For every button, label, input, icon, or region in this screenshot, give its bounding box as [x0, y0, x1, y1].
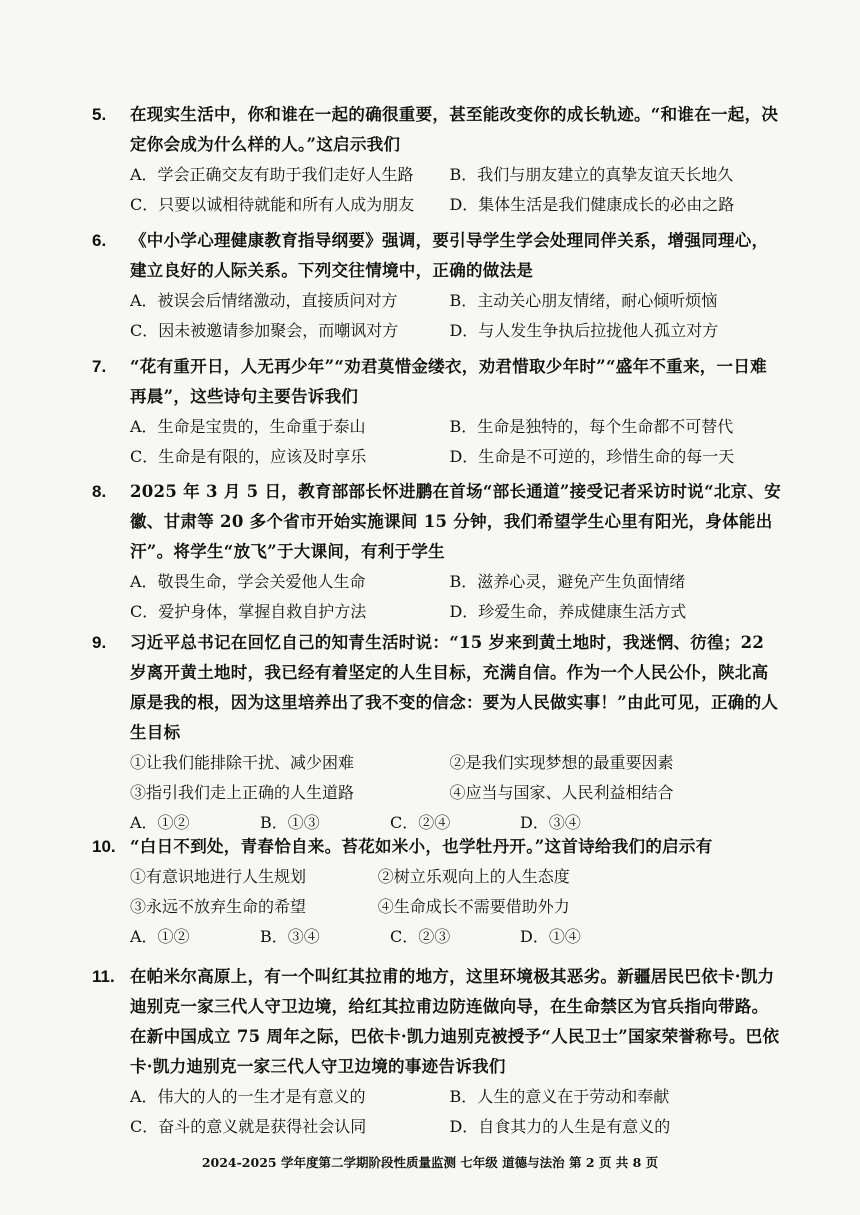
- items-row: [130, 892, 782, 922]
- statement-2: ②是我们实现梦想的最重要因素: [449, 753, 674, 772]
- statement-4: ④生命成长不需要借助外力: [377, 897, 570, 916]
- statement-4: ④应当与国家、人民利益相结合: [449, 783, 674, 802]
- question-number: 5.: [92, 105, 107, 124]
- question-number: 10.: [92, 837, 116, 856]
- option-c: C．生命是有限的，应该及时享乐: [130, 447, 367, 466]
- question-5: [92, 100, 782, 220]
- option-a: A．①②: [130, 813, 190, 832]
- options-row: [130, 567, 782, 597]
- option-d: D．③④: [520, 813, 581, 832]
- option-c: C．爱护身体，掌握自救自护方法: [130, 602, 367, 621]
- question-6: [92, 226, 782, 346]
- options-row: [130, 190, 782, 220]
- options-row: [130, 442, 782, 472]
- page-footer: 2024-2025 学年度第二学期阶段性质量监测 七年级 道德与法治 第 2 页 共 8 页: [201, 1155, 659, 1170]
- option-b: B．③④: [260, 927, 320, 946]
- question-8: [92, 477, 782, 627]
- question-9: [92, 628, 782, 838]
- question-stem: “白日不到处，青春恰自来。苔花如米小，也学牡丹开。”这首诗给我们的启示有: [130, 837, 713, 856]
- statement-1: ①让我们能排除干扰、减少困难: [130, 753, 355, 772]
- statement-3: ③永远不放弃生命的希望: [130, 897, 307, 916]
- option-a: A．①②: [130, 927, 190, 946]
- option-b: B．滋养心灵，避免产生负面情绪: [449, 572, 686, 591]
- question-stem: 习近平总书记在回忆自己的知青生活时说：“15 岁来到黄土地时，我迷惘、彷徨；22 岁离开黄土地时，我已经有着坚定的人生目标，充满自信。作为一个人民公仆，陕北高原是我的根，因为这里培养出了我不变的信念：要为人民做实事！”由此可见，正确的人生目标: [130, 633, 779, 742]
- options-row: [130, 412, 782, 442]
- option-c: C．只要以诚相待就能和所有人成为朋友: [130, 195, 415, 214]
- option-b: B．我们与朋友建立的真挚友谊天长地久: [449, 165, 734, 184]
- options-row: [130, 922, 782, 952]
- options-row: [130, 286, 782, 316]
- option-c: C．奋斗的意义就是获得社会认同: [130, 1117, 367, 1136]
- options-row: [130, 160, 782, 190]
- option-d: D．自食其力的人生是有意义的: [449, 1117, 671, 1136]
- question-stem: 2025 年 3 月 5 日，教育部部长怀进鹏在首场“部长通道”接受记者采访时说“北京、安徽、甘肃等 20 多个省市开始实施课间 15 分钟，我们希望学生心里有阳光，身体能出汗”。将学生“放飞”于大课间，有利于学生: [130, 482, 782, 561]
- option-c: C．因未被邀请参加聚会，而嘲讽对方: [130, 321, 399, 340]
- option-d: D．集体生活是我们健康成长的必由之路: [449, 195, 735, 214]
- option-a: A．敬畏生命，学会关爱他人生命: [130, 572, 366, 591]
- option-d: D．与人发生争执后拉拢他人孤立对方: [449, 321, 719, 340]
- items-row: [130, 862, 782, 892]
- statement-3: ③指引我们走上正确的人生道路: [130, 783, 355, 802]
- option-b: B．生命是独特的，每个生命都不可替代: [449, 417, 734, 436]
- question-number: 9.: [92, 633, 107, 652]
- option-b: B．①③: [260, 813, 320, 832]
- question-stem: 在帕米尔高原上，有一个叫红其拉甫的地方，这里环境极其恶劣。新疆居民巴依卡·凯力迪别克一家三代人守卫边境，给红其拉甫边防连做向导，在生命禁区为官兵指向带路。在新中国成立 75 周年之际，巴依卡·凯力迪别克被授予“人民卫士”国家荣誉称号。巴依卡·凯力迪别克一家三代人守卫边境的事迹告诉我们: [130, 967, 780, 1076]
- question-11: [92, 962, 782, 1142]
- option-a: A．伟大的人的一生才是有意义的: [130, 1087, 366, 1106]
- question-stem: 《中小学心理健康教育指导纲要》强调，要引导学生学会处理同伴关系，增强同理心，建立良好的人际关系。下列交往情境中，正确的做法是: [130, 231, 769, 280]
- question-number: 11.: [92, 967, 115, 986]
- option-c: C．②④: [390, 813, 451, 832]
- option-c: C．②③: [390, 927, 451, 946]
- option-d: D．珍爱生命，养成健康生活方式: [449, 602, 687, 621]
- question-stem: “花有重开日，人无再少年”“劝君莫惜金缕衣，劝君惜取少年时”“盛年不重来，一日难再晨”，这些诗句主要告诉我们: [130, 357, 767, 406]
- option-a: A．学会正确交友有助于我们走好人生路: [130, 165, 414, 184]
- question-number: 6.: [92, 231, 107, 250]
- question-10: [92, 832, 782, 952]
- option-d: D．生命是不可逆的，珍惜生命的每一天: [449, 447, 735, 466]
- option-d: D．①④: [520, 927, 581, 946]
- option-b: B．人生的意义在于劳动和奉献: [449, 1087, 670, 1106]
- options-row: [130, 597, 782, 627]
- options-row: [130, 1112, 782, 1142]
- question-number: 7.: [92, 357, 107, 376]
- option-a: A．生命是宝贵的，生命重于泰山: [130, 417, 366, 436]
- question-7: [92, 352, 782, 472]
- question-number: 8.: [92, 482, 107, 501]
- items-row: [130, 778, 782, 808]
- options-row: [130, 316, 782, 346]
- statement-2: ②树立乐观向上的人生态度: [377, 867, 570, 886]
- option-a: A．被误会后情绪激动，直接质问对方: [130, 291, 398, 310]
- question-stem: 在现实生活中，你和谁在一起的确很重要，甚至能改变你的成长轨迹。“和谁在一起，决定你会成为什么样的人。”这启示我们: [130, 105, 779, 154]
- options-row: [130, 1082, 782, 1112]
- option-b: B．主动关心朋友情绪，耐心倾听烦恼: [449, 291, 718, 310]
- statement-1: ①有意识地进行人生规划: [130, 867, 307, 886]
- items-row: [130, 748, 782, 778]
